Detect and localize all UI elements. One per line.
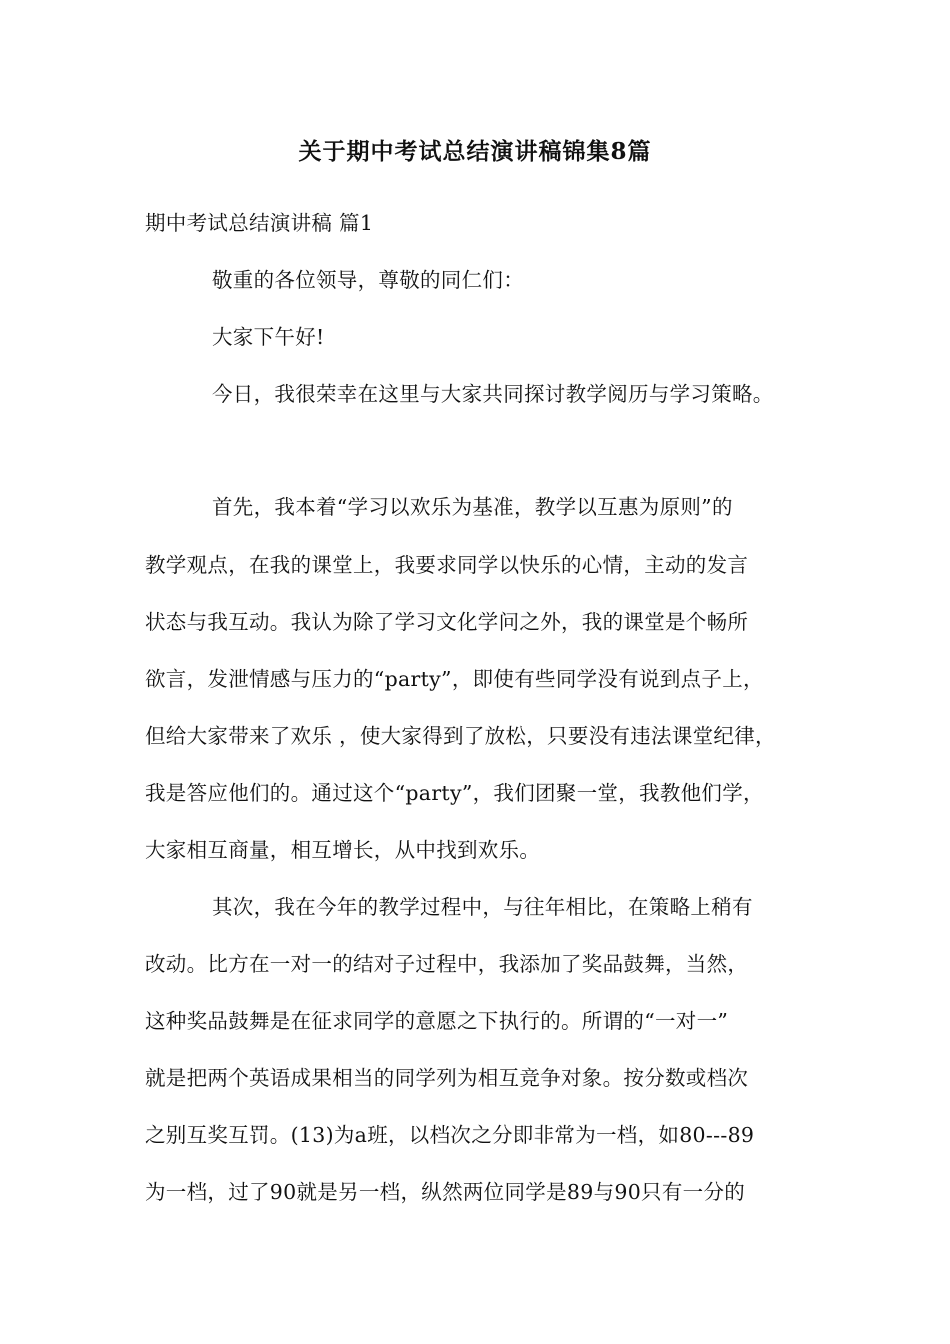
paragraph-line: 我是答应他们的。通过这个“party”，我们团聚一堂，我教他们学， xyxy=(145,781,764,805)
paragraph-line: 教学观点，在我的课堂上，我要求同学以快乐的心情，主动的发言 xyxy=(145,553,749,577)
intro-line: 今日，我很荣幸在这里与大家共同探讨教学阅历与学习策略。 xyxy=(212,382,774,406)
paragraph-line: 之别互奖互罚。(13)为a班，以档次之分即非常为一档，如80---89 xyxy=(145,1123,755,1147)
paragraph-line: 其次，我在今年的教学过程中，与往年相比，在策略上稍有 xyxy=(212,895,753,919)
paragraph-line: 这种奖品鼓舞是在征求同学的意愿之下执行的。所谓的“一对一” xyxy=(145,1009,729,1033)
paragraph-line: 但给大家带来了欢乐 ，使大家得到了放松，只要没有违法课堂纪律， xyxy=(145,724,776,748)
paragraph-line: 就是把两个英语成果相当的同学列为相互竞争对象。按分数或档次 xyxy=(145,1066,749,1090)
paragraph-line: 改动。比方在一对一的结对子过程中，我添加了奖品鼓舞，当然， xyxy=(145,952,749,976)
paragraph-line: 大家相互商量，相互增长，从中找到欢乐。 xyxy=(145,838,541,862)
paragraph-line: 首先，我本着“学习以欢乐为基准，教学以互惠为原则”的 xyxy=(212,495,733,519)
paragraph-line: 状态与我互动。我认为除了学习文化学问之外，我的课堂是个畅所 xyxy=(145,610,749,634)
document-title: 关于期中考试总结演讲稿锦集8篇 xyxy=(298,138,652,165)
salutation: 敬重的各位领导，尊敬的同仁们： xyxy=(212,268,524,292)
greeting: 大家下午好! xyxy=(212,325,325,349)
section-heading: 期中考试总结演讲稿 篇1 xyxy=(145,211,374,235)
paragraph-line: 欲言，发泄情感与压力的“party”，即使有些同学没有说到点子上， xyxy=(145,667,764,691)
paragraph-line: 为一档，过了90就是另一档，纵然两位同学是89与90只有一分的 xyxy=(145,1180,746,1204)
